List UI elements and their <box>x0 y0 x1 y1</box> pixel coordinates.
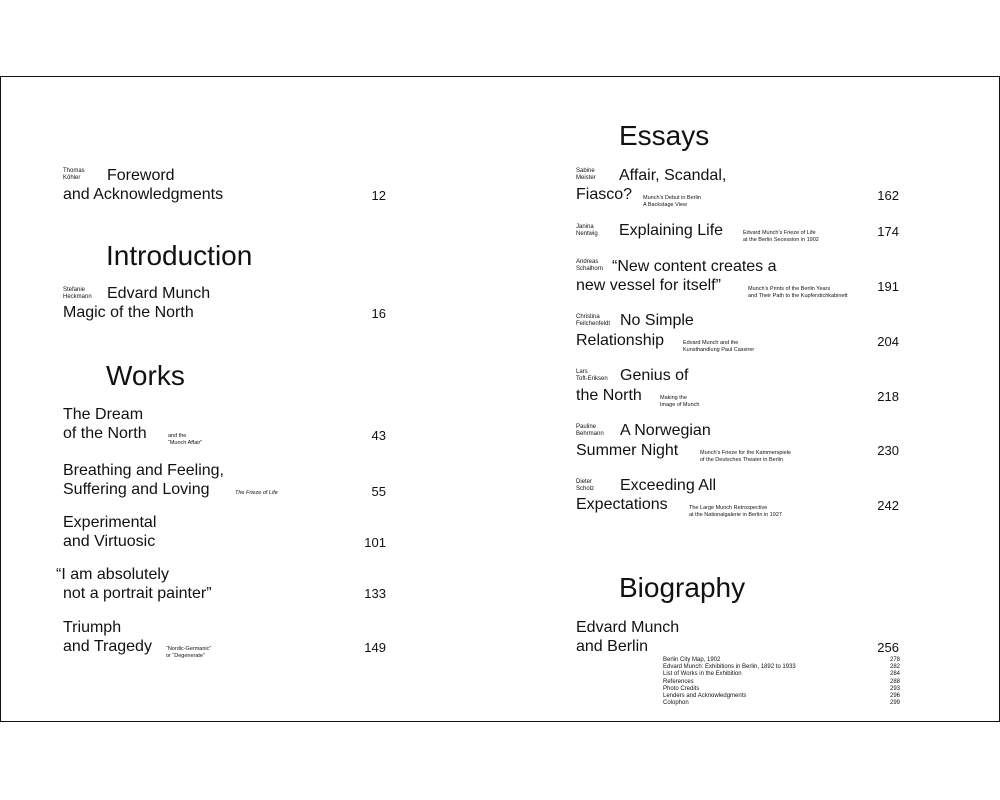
page-number: 133 <box>364 586 386 601</box>
entry-title[interactable]: Genius of <box>620 367 689 384</box>
entry-title[interactable]: Exceeding All <box>620 477 717 494</box>
entry-subtitle: Edvard Munch’s Frieze of Life at the Berlin Secession in 1902 <box>743 230 819 243</box>
section-heading: Essays <box>619 120 710 151</box>
entry-title[interactable]: Triumph <box>63 619 122 636</box>
page-number: 242 <box>877 498 899 513</box>
page-number: 43 <box>371 428 386 443</box>
entry-title[interactable]: and Tragedy <box>63 638 152 655</box>
entry-title[interactable]: Relationship <box>576 332 665 349</box>
appendix-title[interactable]: Lenders and Acknowledgments <box>663 693 747 699</box>
page-number: 230 <box>877 443 899 458</box>
appendix-page: 278 <box>889 657 900 663</box>
appendix-page: 293 <box>889 685 900 692</box>
entry-title[interactable]: Fiasco? <box>576 186 633 203</box>
entry-subtitle: Munch’s Prints of the Berlin Years and Their Path to the Kupferstichkabinett <box>748 286 848 299</box>
page-number: 162 <box>877 188 899 203</box>
entry-subtitle: Munch’s Frieze for the Kammerspiele of the Deutsches Theater in Berlin <box>700 450 791 463</box>
entry-title[interactable]: Explaining Life <box>619 222 724 239</box>
page-number: 204 <box>877 334 899 349</box>
entry-title[interactable]: Foreword <box>107 167 175 184</box>
author-name: Sabine Meister <box>576 168 596 181</box>
entry-title[interactable]: and Acknowledgments <box>63 186 224 203</box>
author-name: Lars Toft-Eriksen <box>576 369 608 382</box>
appendix-page: 282 <box>889 664 900 671</box>
page-number: 191 <box>877 279 899 294</box>
entry-title[interactable]: new vessel for itself” <box>576 277 721 294</box>
page-number: 149 <box>364 640 386 655</box>
entry-title[interactable]: of the North <box>63 425 147 442</box>
author-name: Pauline Behrmann <box>576 424 604 437</box>
page-number: 174 <box>877 224 899 239</box>
entry-title[interactable]: The Dream <box>63 406 144 423</box>
entry-title[interactable]: “I am absolutely <box>56 566 169 583</box>
entry-title[interactable]: Breathing and Feeling, <box>63 462 224 479</box>
entry-title[interactable]: “New content creates a <box>612 258 777 275</box>
entry-subtitle: Munch’s Debut in Berlin A Backstage View <box>643 195 701 208</box>
entry-title[interactable]: not a portrait painter” <box>63 585 212 602</box>
entry-subtitle: Making the Image of Munch <box>660 395 700 408</box>
entry-subtitle: and the “Munch Affair” <box>168 433 203 446</box>
author-name: Dieter Scholz <box>576 479 595 492</box>
author-name: Thomas Köhler <box>63 168 85 181</box>
entry-title[interactable]: Suffering and Loving <box>63 481 210 498</box>
section-heading: Works <box>106 360 185 391</box>
entry-title[interactable]: Edvard Munch <box>107 285 211 302</box>
author-name: Stefanie Heckmann <box>63 287 92 300</box>
entry-title[interactable]: and Virtuosic <box>63 533 156 550</box>
entry-title[interactable]: No Simple <box>620 312 694 329</box>
appendix-page: 288 <box>889 678 900 685</box>
section-heading: Introduction <box>106 240 253 271</box>
page-number: 101 <box>364 535 386 550</box>
page-number: 55 <box>371 484 386 499</box>
author-name: Christina Feilchenfeldt <box>576 314 611 327</box>
entry-title[interactable]: and Berlin <box>576 638 649 655</box>
entry-title[interactable]: the North <box>576 387 642 404</box>
entry-title[interactable]: A Norwegian <box>620 422 711 439</box>
entry-title[interactable]: Summer Night <box>576 442 679 459</box>
appendix-title[interactable]: Photo Credits <box>663 685 700 692</box>
author-name: Janina Nentwig <box>576 224 598 237</box>
appendix-title[interactable]: Edvard Munch: Exhibitions in Berlin, 1892 to 1933 <box>663 664 796 671</box>
page-number: 256 <box>877 640 899 655</box>
entry-title[interactable]: Edvard Munch <box>576 619 680 636</box>
section-heading: Biography <box>619 572 746 603</box>
entry-title[interactable]: Affair, Scandal, <box>619 167 727 184</box>
entry-subtitle: The Large Munch Retrospective at the Nationalgalerie in Berlin in 1927 <box>689 505 782 518</box>
page-number: 16 <box>371 306 386 321</box>
entry-title[interactable]: Experimental <box>63 514 157 531</box>
entry-title[interactable]: Expectations <box>576 496 668 513</box>
appendix-page: 284 <box>889 671 900 678</box>
page-number: 12 <box>371 188 386 203</box>
entry-subtitle: The Frieze of Life <box>235 490 278 496</box>
appendix-title[interactable]: Berlin City Map, 1902 <box>663 657 721 663</box>
appendix-title[interactable]: References <box>663 678 694 685</box>
page-number: 218 <box>877 389 899 404</box>
appendix-page: 299 <box>889 700 900 707</box>
appendix-page: 296 <box>889 693 900 699</box>
entry-subtitle: Edvard Munch and the Kunsthandlung Paul Cassirer <box>683 340 755 353</box>
entry-subtitle: “Nordic-Germanic” or “Degenerate” <box>166 646 212 659</box>
author-name: Andreas Schalhorn <box>576 259 604 272</box>
entry-title[interactable]: Magic of the North <box>63 304 194 321</box>
appendix-title[interactable]: Colophon <box>663 700 689 707</box>
appendix-title[interactable]: List of Works in the Exhibition <box>663 671 742 678</box>
